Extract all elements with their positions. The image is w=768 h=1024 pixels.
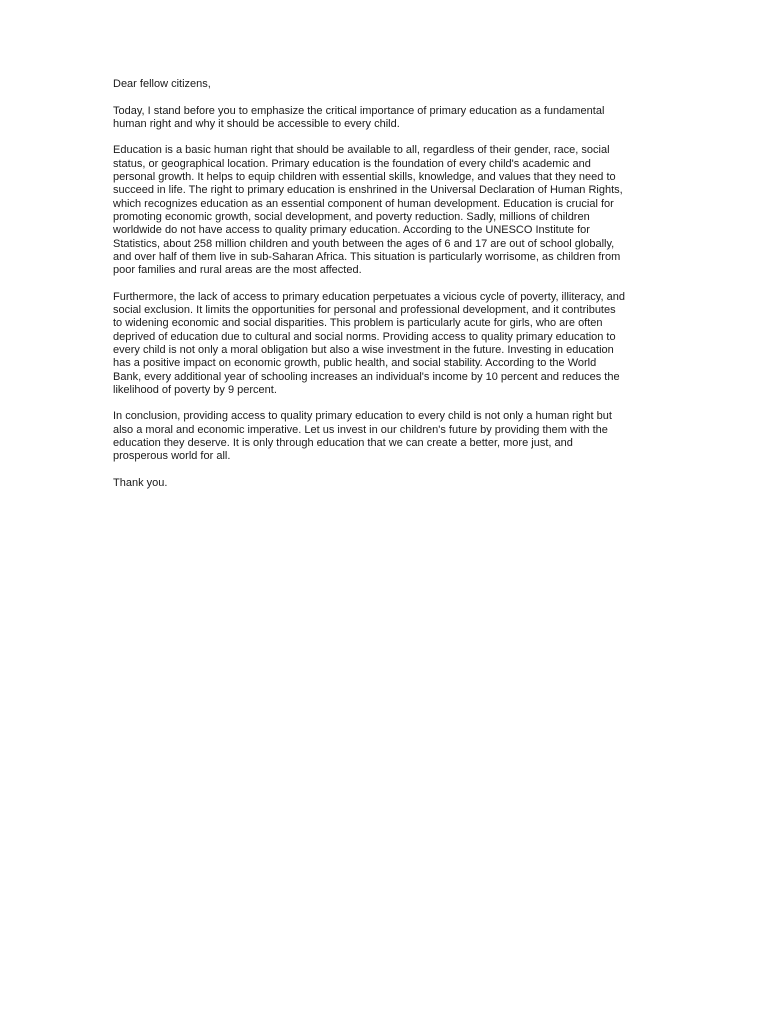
letter-body (113, 78, 653, 490)
closing: Thank you. (113, 476, 168, 489)
paragraph-conclusion: In conclusion, providing access to quality primary education to every child is not only a human right but also a moral and economic imperative. Let us invest in our children's future by providing them with the education they deserve. It is only through education that we can create a better, more just, and prosperous world for all. (113, 410, 612, 463)
paragraph-education-right: Education is a basic human right that should be available to all, regardless of their gender, race, social status, or geographical location. Primary education is the foundation of every child's academic and personal growth. It helps to equip children with essential skills, knowledge, and values that they need to succeed in life. The right to primary education is enshrined in the Universal Declaration of Human Rights, which recognizes education as an essential component of human development. Education is crucial for promoting economic growth, social development, and poverty reduction. Sadly, millions of children worldwide do not have access to quality primary education. According to the UNESCO Institute for Statistics, about 258 million children and youth between the ages of 6 and 17 are out of school globally, and over half of them live in sub-Saharan Africa. This situation is particularly worrisome, as children from poor families and rural areas are the most affected. (113, 144, 623, 277)
paragraph-intro: Today, I stand before you to emphasize the critical importance of primary education as a fundamental human right and why it should be accessible to every child. (113, 104, 605, 130)
paragraph-furthermore: Furthermore, the lack of access to primary education perpetuates a vicious cycle of poverty, illiteracy, and social exclusion. It limits the opportunities for personal and professional development, and it contributes to widening economic and social disparities. This problem is particularly acute for girls, who are often deprived of education due to cultural and social norms. Providing access to quality primary education to every child is not only a moral obligation but also a wise investment in the future. Investing in education has a positive impact on economic growth, public health, and social stability. According to the World Bank, every additional year of schooling increases an individual's income by 10 percent and reduces the likelihood of poverty by 9 percent. (113, 290, 625, 396)
salutation: Dear fellow citizens, (113, 78, 211, 90)
